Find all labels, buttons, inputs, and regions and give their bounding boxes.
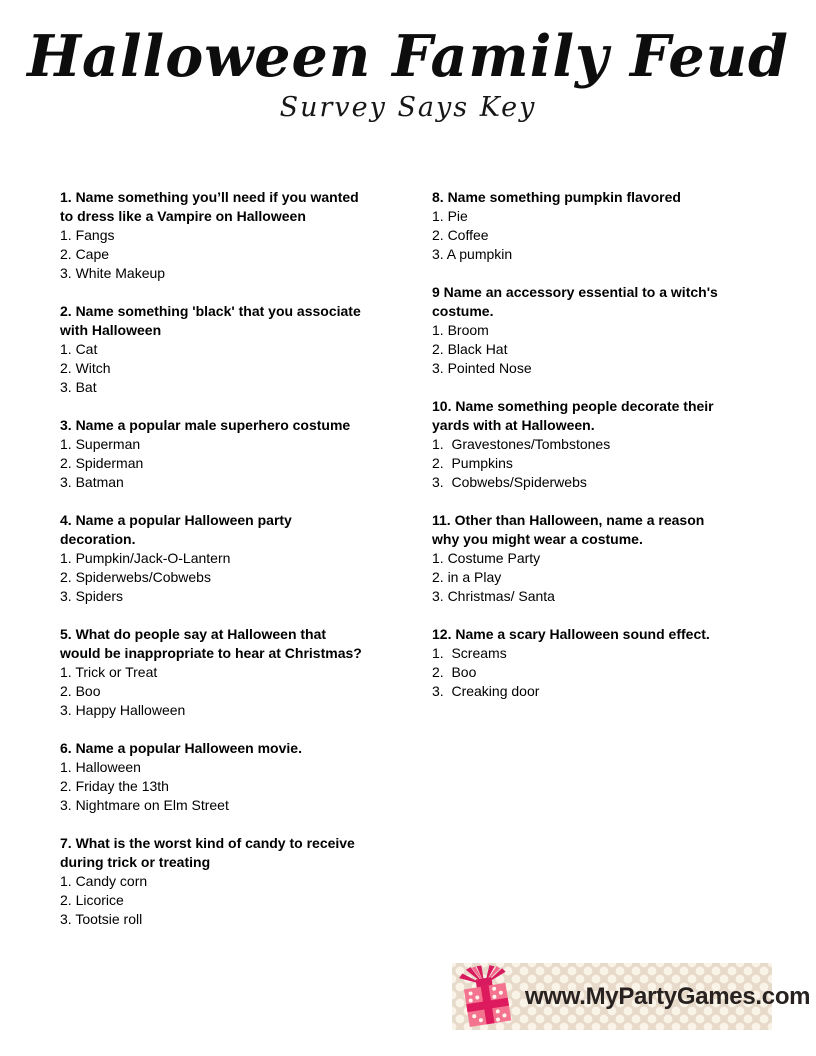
answer-text: 3. Happy Halloween [60, 702, 186, 718]
answer-text: 1. Screams [432, 645, 507, 661]
answer-text: 3. A pumpkin [432, 246, 513, 262]
question-block [60, 416, 432, 492]
question-text: 4. Name a popular Halloween party decoration. [60, 512, 292, 547]
question-text: 7. What is the worst kind of candy to receive during trick or treating [60, 835, 355, 870]
question-block [60, 188, 432, 283]
question-text: 6. Name a popular Halloween movie. [60, 740, 302, 756]
answer-text: 2. Cape [60, 246, 110, 262]
answer-text: 3. Spiders [60, 588, 124, 604]
question-text: 10. Name something people decorate their yards with at Halloween. [432, 398, 714, 433]
answer-text: 1. Pie [432, 208, 468, 224]
answer-text: 2. Boo [432, 664, 477, 680]
question-block [432, 283, 776, 378]
question-text: 12. Name a scary Halloween sound effect. [432, 626, 710, 642]
answer-text: 1. Broom [432, 322, 489, 338]
answer-text: 1. Costume Party [432, 550, 541, 566]
question-block [60, 511, 432, 606]
answer-text: 1. Superman [60, 436, 141, 452]
answer-text: 1. Halloween [60, 759, 141, 775]
answer-text: 3. Bat [60, 379, 97, 395]
answer-text: 2. Spiderman [60, 455, 144, 471]
right-column [432, 188, 776, 948]
gift-icon [455, 965, 519, 1029]
question-block [432, 397, 776, 492]
question-block [60, 625, 432, 720]
header [0, 0, 816, 123]
content-area [60, 188, 776, 948]
answer-text: 2. Spiderwebs/Cobwebs [60, 569, 211, 585]
answer-text: 3. Creaking door [432, 683, 540, 699]
question-text: 11. Other than Halloween, name a reason why you might wear a costume. [432, 512, 705, 547]
question-block [60, 302, 432, 397]
answer-text: 1. Cat [60, 341, 98, 357]
answer-text: 3. Cobwebs/Spiderwebs [432, 474, 587, 490]
answer-text: 1. Trick or Treat [60, 664, 158, 680]
question-text: 9 Name an accessory essential to a witch's costume. [432, 284, 718, 319]
question-block [60, 834, 432, 929]
page-subtitle: Survey Says Key [279, 91, 537, 123]
answer-text: 2. in a Play [432, 569, 502, 585]
footer-banner [452, 963, 811, 1030]
question-block [432, 511, 776, 606]
answer-text: 2. Friday the 13th [60, 778, 169, 794]
question-block [60, 739, 432, 815]
answer-text: 2. Witch [60, 360, 111, 376]
answer-text: 2. Boo [60, 683, 101, 699]
question-text: 2. Name something 'black' that you associate with Halloween [60, 303, 361, 338]
answer-text: 3. Pointed Nose [432, 360, 532, 376]
answer-text: 1. Pumpkin/Jack-O-Lantern [60, 550, 231, 566]
answer-text: 3. White Makeup [60, 265, 166, 281]
answer-text: 1. Gravestones/Tombstones [432, 436, 611, 452]
answer-text: 3. Christmas/ Santa [432, 588, 555, 604]
question-text: 3. Name a popular male superhero costume [60, 417, 351, 433]
website-url: www.MyPartyGames.com [525, 982, 811, 1010]
answer-text: 2. Licorice [60, 892, 124, 908]
answer-text: 1. Fangs [60, 227, 115, 243]
question-text: 8. Name something pumpkin flavored [432, 189, 681, 205]
answer-text: 2. Coffee [432, 227, 489, 243]
question-block [432, 625, 776, 701]
answer-text: 2. Black Hat [432, 341, 508, 357]
question-text: 1. Name something you’ll need if you wanted to dress like a Vampire on Halloween [60, 189, 359, 224]
answer-text: 1. Candy corn [60, 873, 148, 889]
answer-text: 3. Tootsie roll [60, 911, 143, 927]
question-block [432, 188, 776, 264]
answer-text: 3. Batman [60, 474, 124, 490]
question-text: 5. What do people say at Halloween that would be inappropriate to hear at Christmas? [60, 626, 362, 661]
page-title: Halloween Family Feud [27, 23, 789, 90]
answer-text: 2. Pumpkins [432, 455, 513, 471]
answer-text: 3. Nightmare on Elm Street [60, 797, 229, 813]
left-column [60, 188, 432, 948]
